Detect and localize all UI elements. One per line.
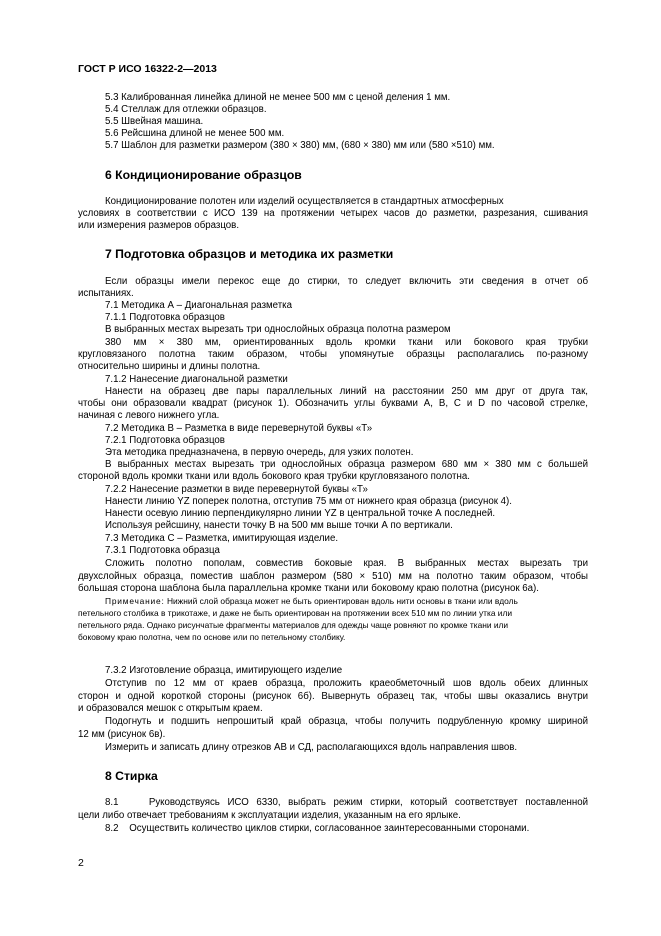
paragraph-line: Подогнуть и подшить непрошитый край образца, чтобы получить подрубленную кромку шириной xyxy=(105,716,588,727)
note-text: Нижний слой образца может не быть ориентирован вдоль нити основы в ткани или вдоль xyxy=(166,596,518,606)
note-line: боковому краю полотна, чем по основе или по петельному столбику. xyxy=(78,632,346,642)
page-number: 2 xyxy=(78,857,84,869)
note-label: Примечание: xyxy=(105,596,165,606)
paragraph-line: цели либо отвечает требованиям к эксплуатации изделия, указанным на его ярлыке. xyxy=(78,810,461,821)
paragraph-line: 12 мм (рисунок 6в). xyxy=(78,729,166,740)
paragraph-line: Нанести на образец две пары параллельных линий на расстоянии 250 мм друг от друга так, xyxy=(105,386,588,397)
paragraph-line: Нанести осевую линию перпендикулярно линии YZ в центральной точке А последней. xyxy=(105,508,496,519)
paragraph-line: 8.2 Осуществить количество циклов стирки, согласованное заинтересованными сторонами. xyxy=(105,823,530,834)
paragraph-line: испытаниях. xyxy=(78,288,134,299)
paragraph-line: двухслойных образца, поместив шаблон размером (580 × 510) мм на полотно таким образом, чтобы xyxy=(78,571,588,582)
note-line xyxy=(105,596,518,607)
paragraph-line: 7.1 Методика А – Диагональная разметка xyxy=(105,300,293,311)
paragraph-line: 7.3 Методика С – Разметка, имитирующая изделие. xyxy=(105,533,339,544)
paragraph-line: Измерить и записать длину отрезков АВ и СД, располагающихся вдоль направления швов. xyxy=(105,742,518,753)
paragraph-line: 7.1.2 Нанесение диагональной разметки xyxy=(105,374,288,385)
note-line: петельного столбика в трикотаже, и даже не быть ориентирован на протяжении всех 510 мм по линии утка или xyxy=(78,608,513,618)
list-item: 5.7 Шаблон для разметки размером (380 × 380) мм, (680 × 380) мм или (580 ×510) мм. xyxy=(105,140,495,151)
paragraph-line: чтобы они образовали квадрат (рисунок 1). Обозначить углы буквами А, В, С и D по часовой стрелке, xyxy=(78,398,588,409)
paragraph-line: начиная с левого нижнего угла. xyxy=(78,410,220,421)
paragraph-line: 7.2.2 Нанесение разметки в виде перевернутой буквы «Т» xyxy=(105,484,368,495)
paragraph-line: Кондиционирование полотен или изделий осуществляется в стандартных атмосферных xyxy=(105,196,504,207)
list-item: 5.6 Рейсшина длиной не менее 500 мм. xyxy=(105,128,285,139)
paragraph-line: относительно ширины и длины полотна. xyxy=(78,361,261,372)
paragraph-line: Если образцы имели перекос еще до стирки, то следует включить эти сведения в отчет об xyxy=(105,276,588,287)
paragraph-line: 7.3.2 Изготовление образца, имитирующего изделие xyxy=(105,665,343,676)
note-line: петельного ряда. Однако рисунчатые фрагменты материалов для одежды чаще ровняют по кромке ткани или xyxy=(78,620,509,630)
paragraph-line: 7.3.1 Подготовка образца xyxy=(105,545,220,556)
paragraph-line: Сложить полотно пополам, совместив боковые края. В выбранных местах вырезать три xyxy=(105,558,588,569)
paragraph-line: сторон и одной короткой стороны (рисунок 6б). Вывернуть образец так, чтобы швы оказались внутри xyxy=(78,691,588,702)
paragraph-line: Отступив по 12 мм от краев образца, проложить краеобметочный шов вдоль обеих длинных xyxy=(105,678,588,689)
paragraph-line: Используя рейсшину, нанести точку В на 500 мм выше точки А по вертикали. xyxy=(105,520,453,531)
paragraph-line: Нанести линию YZ поперек полотна, отступив 75 мм от нижнего края образца (рисунок 4). xyxy=(105,496,512,507)
paragraph-line: или измерения размеров образцов. xyxy=(78,220,240,231)
section-heading: 8 Стирка xyxy=(105,769,158,783)
paragraph-line: 7.2 Методика В – Разметка в виде перевернутой буквы «Т» xyxy=(105,423,373,434)
paragraph-line: В выбранных местах вырезать три однослойных образца полотна размером xyxy=(105,324,451,335)
paragraph-line: стороной вдоль кромки ткани или вдоль бокового края трубки кругловязаного полотна. xyxy=(78,471,470,482)
list-item: 5.4 Стеллаж для отлежки образцов. xyxy=(105,104,267,115)
paragraph-line: 380 мм × 380 мм, ориентированных вдоль кромки ткани или бокового края трубки xyxy=(105,337,588,348)
paragraph-line: В выбранных местах вырезать три однослойных образца размером 680 мм × 380 мм с большей xyxy=(105,459,588,470)
paragraph-line: 8.1 Руководствуясь ИСО 6330, выбрать режим стирки, который соответствует поставленной xyxy=(105,797,588,808)
paragraph-line: и образовался мешок с открытым краем. xyxy=(78,703,263,714)
paragraph-line: 7.1.1 Подготовка образцов xyxy=(105,312,225,323)
section-heading: 6 Кондиционирование образцов xyxy=(105,168,302,182)
paragraph-line: условиях в соответствии с ИСО 139 на протяжении четырех часов до разметки, разрезания, сшивания xyxy=(78,208,588,219)
list-item: 5.3 Калиброванная линейка длиной не менее 500 мм с ценой деления 1 мм. xyxy=(105,92,451,103)
section-heading: 7 Подготовка образцов и методика их разметки xyxy=(105,247,394,261)
paragraph-line: большая сторона шаблона была параллельна кромке ткани или боковому краю полотна (рисунок 6а). xyxy=(78,583,539,594)
paragraph-line: кругловязаного полотна таким образом, чтобы упомянутые образцы располагались по-разному xyxy=(78,349,588,360)
paragraph-line: Эта методика предназначена, в первую очередь, для узких полотен. xyxy=(105,447,414,458)
document-header: ГОСТ Р ИСО 16322-2—2013 xyxy=(78,63,217,75)
paragraph-line: 7.2.1 Подготовка образцов xyxy=(105,435,225,446)
list-item: 5.5 Швейная машина. xyxy=(105,116,204,127)
